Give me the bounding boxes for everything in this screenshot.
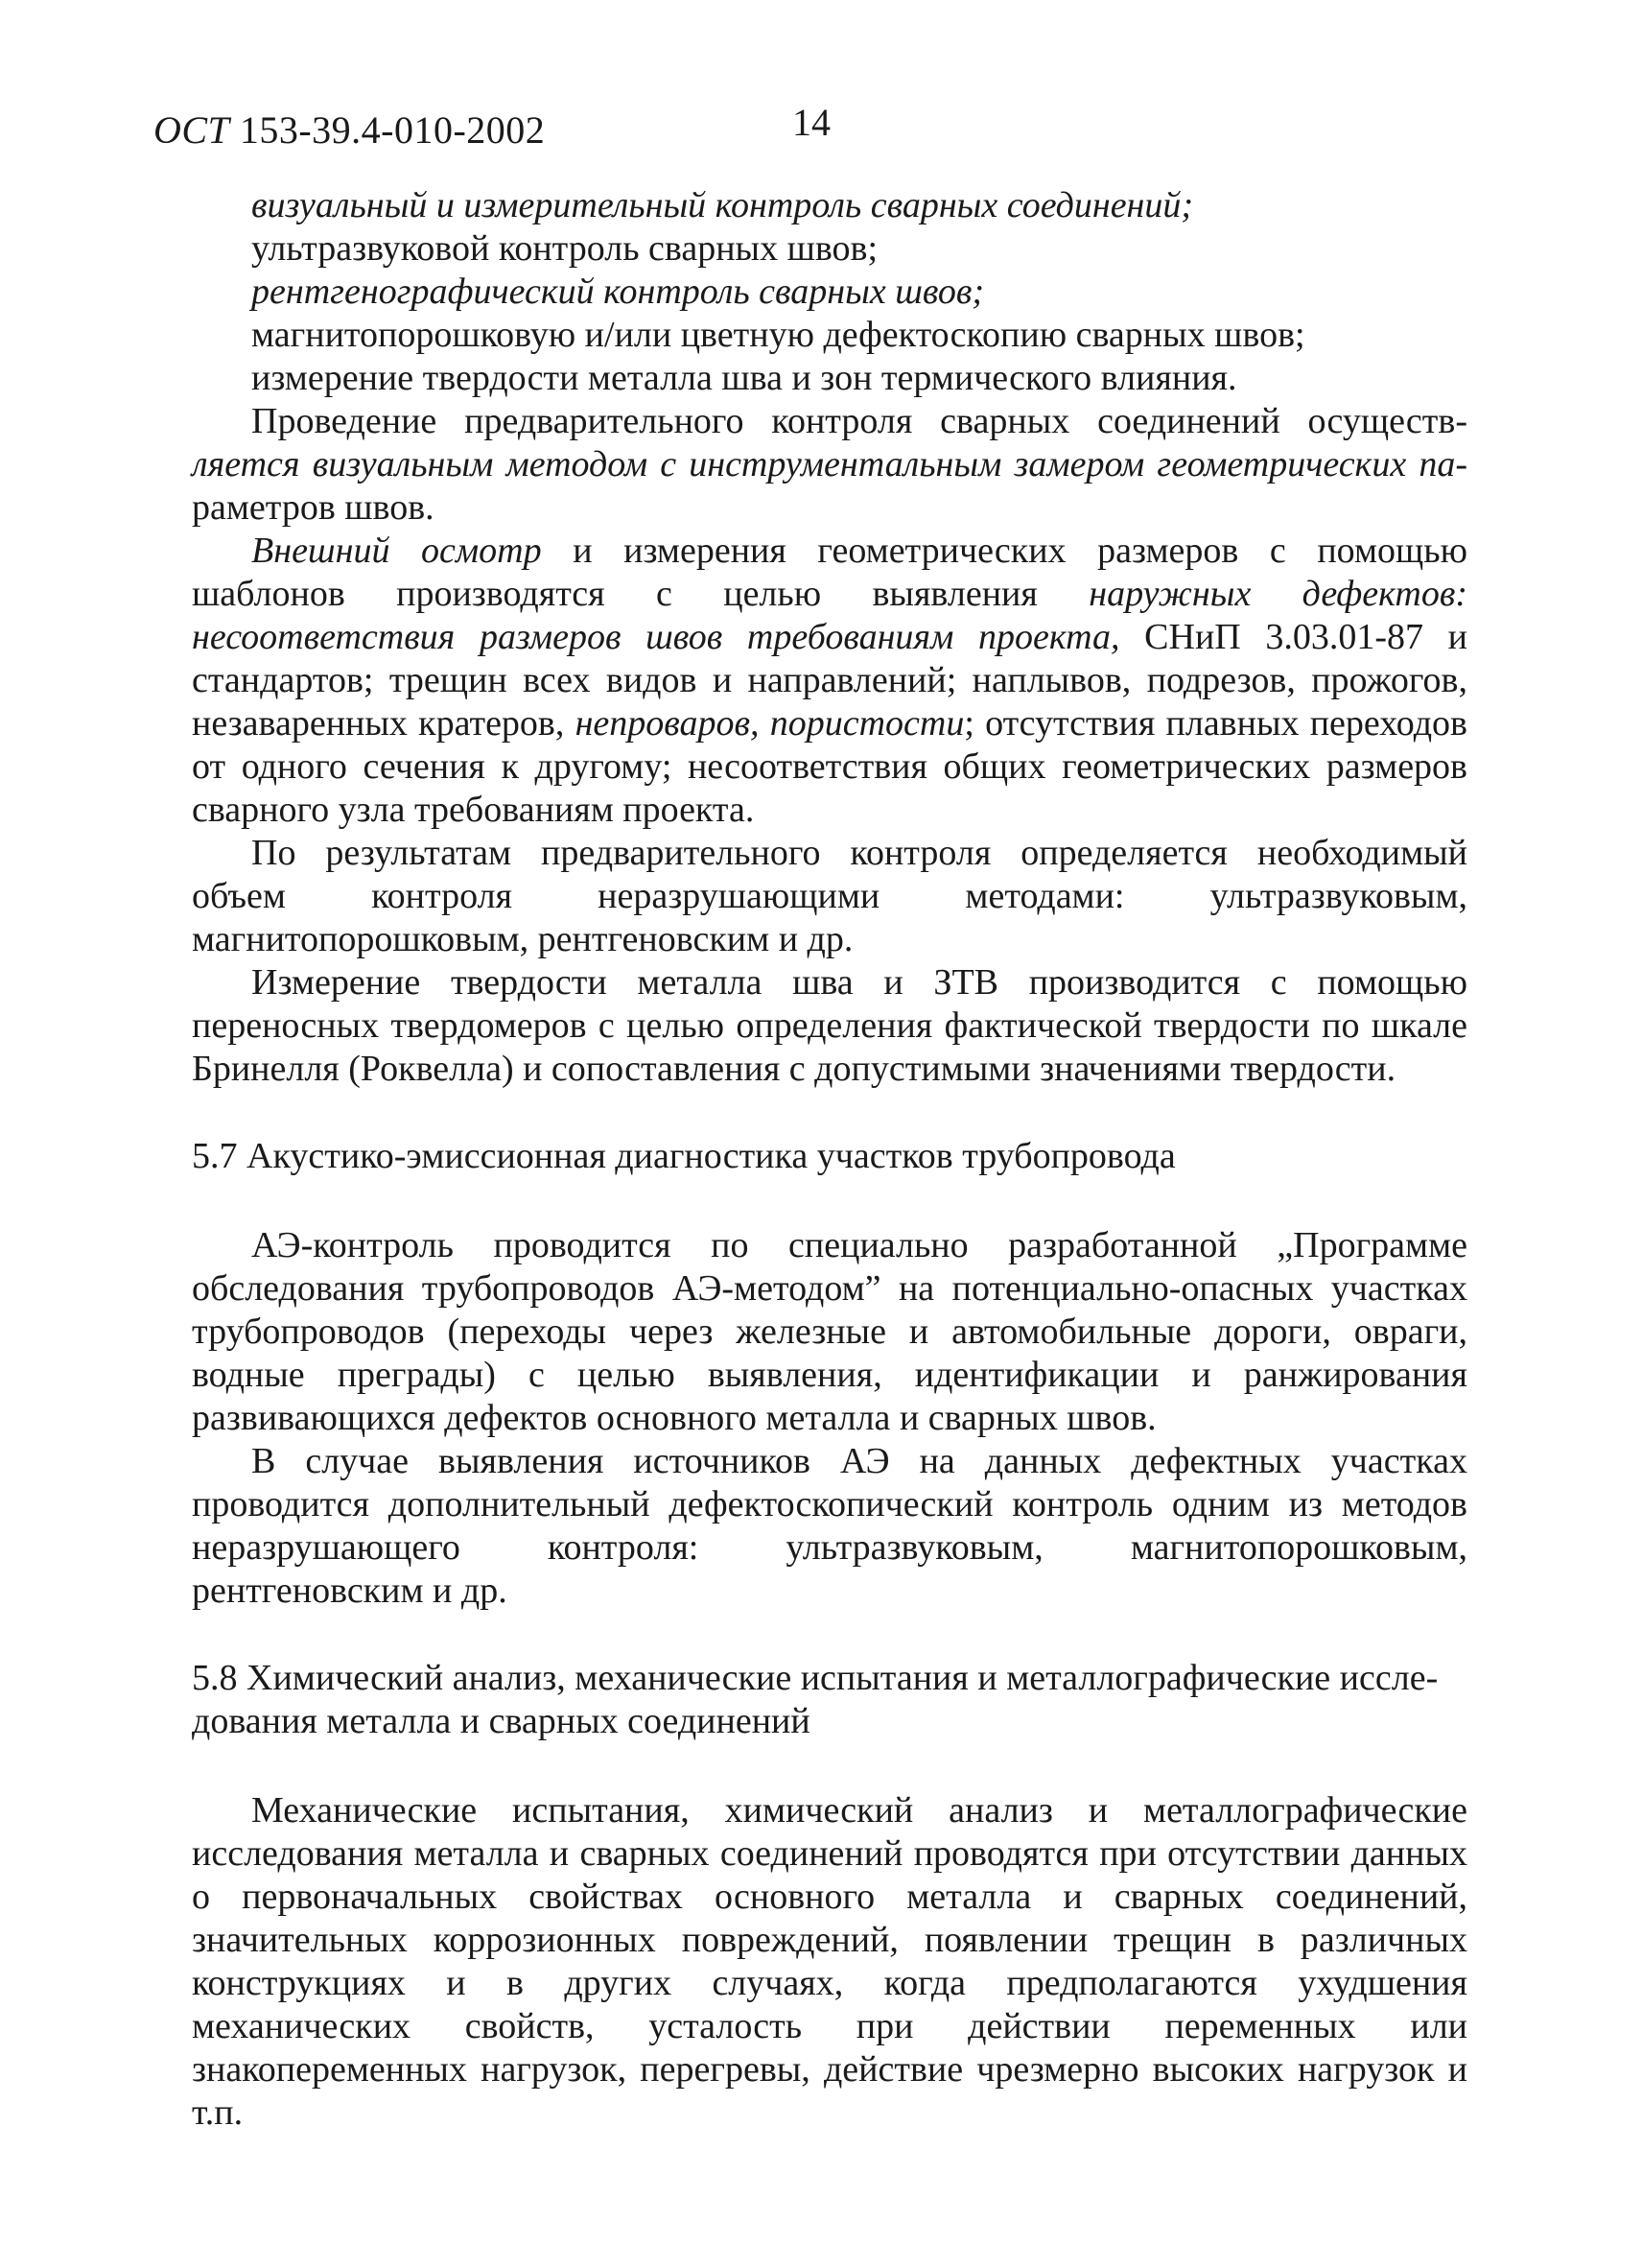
paragraph-ae-control: АЭ-контроль проводится по специально разработанной „Программе обследования трубопроводов АЭ-методом” на потенциально-опасных участках трубопроводов (переходы через железные и автомобильные дороги, овраги, водные преграды) с целью выявления, идентификации и ранжирования развивающихся дефектов основного металла и сварных швов. [192, 1225, 1467, 1438]
document-body [192, 184, 1467, 2135]
paragraph-text: СНиП 3.03.01-87 и стандартов; трещин всех видов и направлений; наплывов, подрезов, прожогов, незаваренных кратеров, [192, 617, 1467, 744]
paragraph-ndt-scope: По результатам предварительного контроля определяется необходимый объем контроля неразрушающими методами: ультразвуковым, магнитопорошковым, рентгеновским и др. [192, 833, 1467, 959]
paragraph-text-italic: Внешний осмотр [251, 531, 542, 571]
document-code [153, 107, 545, 153]
section-heading-line: 5.8 Химический анализ, механические испытания и металлографические иссле- [192, 1658, 1439, 1698]
document-code-prefix: ОСТ [153, 108, 230, 152]
paragraph-text: и измерения геометрических размеров с помощью шаблонов производятся с целью выявления [192, 531, 1467, 614]
spacer [192, 1178, 1467, 1224]
paragraph-text: ; отсутствия плавных переходов от одного сечения к другому; несоответствия общих геометрических размеров сварного узла требованиям проекта. [192, 703, 1467, 830]
list-item: визуальный и измерительный контроль сварных соединений; [251, 185, 1194, 225]
paragraph-mechanical-tests: Механические испытания, химический анализ и металлографические исследования металла и сварных соединений проводятся при отсутствии данных о первоначальных свойствах основного металла и сварных соединений, значительных коррозионных повреждений, появлении трещин в различных конструкциях и в других случаях, когда предполагаются ухудшения механических свойств, усталость при действии переменных или знакопеременных нагрузок, перегревы, действие чрезмерно высоких нагрузок и т.п. [192, 1790, 1467, 2133]
paragraph-preliminary-control [192, 400, 1467, 530]
paragraph-text-italic: ляется визуальным методом с инструментальным замером геометрических па- [192, 444, 1467, 484]
list-item: измерение твердости металла шва и зон термического влияния. [251, 358, 1237, 398]
paragraph-hardness: Измерение твердости металла шва и ЗТВ производится с помощью переносных твердомеров с целью определения фактической твердости по шкале Бринелля (Роквелла) и сопоставления с допустимыми значениями твердости. [192, 962, 1467, 1089]
section-heading-line: дования металла и сварных соединений [192, 1701, 810, 1741]
paragraph-text-italic: наружных дефектов: несоответствия размеров швов требованиям проекта, [192, 574, 1467, 657]
list-item: магнитопорошковую и/или цветную дефектоскопию сварных швов; [251, 315, 1305, 355]
page-number: 14 [792, 101, 831, 144]
document-code-number: 153-39.4-010-2002 [229, 108, 546, 152]
paragraph-ae-sources: В случае выявления источников АЭ на данных дефектных участках проводится дополнительный дефектоскопический контроль одним из методов неразрушающего контроля: ультразвуковым, магнитопорошковым, рентгеновским и др. [192, 1441, 1467, 1611]
paragraph-visual-inspection [192, 530, 1467, 832]
list-item: рентгенографический контроль сварных швов; [251, 272, 985, 312]
paragraph-text: раметров швов. [192, 487, 434, 528]
spacer [192, 1743, 1467, 1789]
section-heading-5-7: 5.7 Акустико-эмиссионная диагностика участков трубопровода [192, 1136, 1176, 1176]
paragraph-text: Проведение предварительного контроля сварных соединений осуществ- [251, 401, 1467, 441]
section-heading-5-8 [192, 1657, 1467, 1743]
paragraph-text-italic: непроваров, пористости [575, 703, 965, 744]
list-item: ультразвуковой контроль сварных швов; [251, 228, 879, 269]
